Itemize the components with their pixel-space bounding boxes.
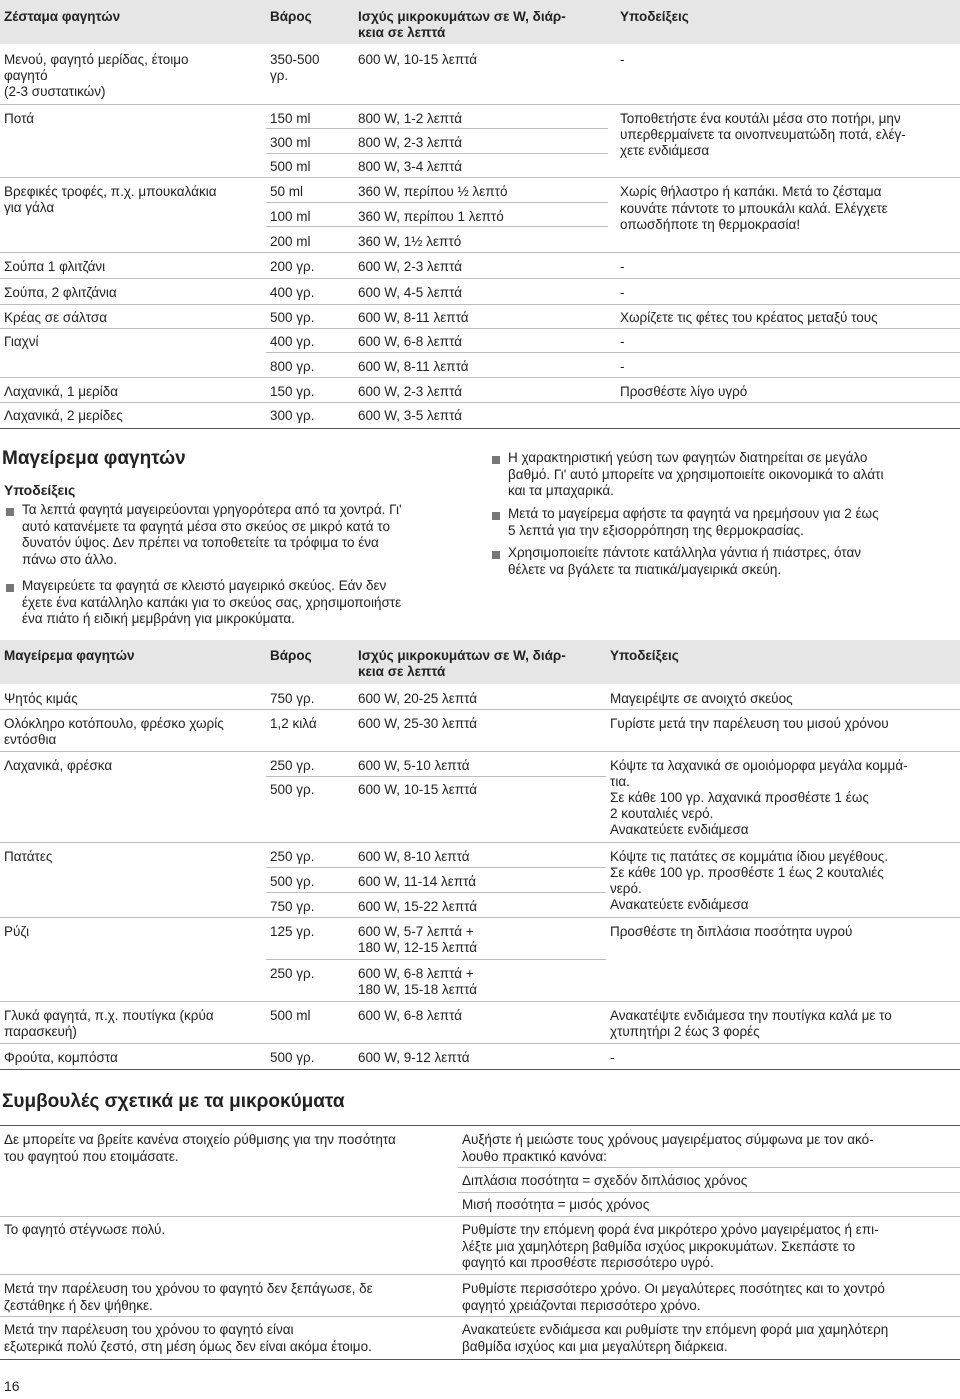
table-cell: Λαχανικά, 2 μερίδες	[4, 408, 123, 423]
table-cell: 600 W, 15-22 λεπτά	[358, 899, 478, 914]
table-cell: Ολόκληρο κοτόπουλο, φρέσκο χωρίς εντόσθια	[4, 716, 224, 747]
table-cell: 750 γρ.	[270, 691, 315, 706]
table-cell: Φρούτα, κομπόστα	[4, 1050, 118, 1065]
row-divider	[266, 867, 606, 868]
row-divider	[0, 104, 960, 105]
table-cell: Τοποθετήστε ένα κουτάλι μέσα στο ποτήρι, μην	[620, 111, 901, 126]
row-divider	[0, 917, 960, 918]
table-bottom-rule	[0, 428, 960, 429]
table-cell: Βρεφικές τροφές, π.χ. μπουκαλάκια για γάλα	[4, 184, 217, 215]
tip-problem: Το φαγητό στέγνωσε πολύ.	[4, 1222, 166, 1237]
table-cell: Ρύζι	[4, 924, 30, 939]
table-cooking-header-power: Ισχύς μικροκυμάτων σε W, διάρ- κεια σε λεπτά	[358, 648, 566, 679]
table-heating-header-power: Ισχύς μικροκυμάτων σε W, διάρ- κεια σε λεπτά	[358, 9, 566, 40]
table-cell: Προσθέστε λίγο υγρό	[620, 384, 748, 399]
tip-solution: Ρυθμίστε περισσότερο χρόνο. Οι μεγαλύτερες ποσότητες και το χοντρό φαγητό χρειάζονται περισσότερο χρόνο.	[462, 1281, 885, 1313]
table-cell: 400 γρ.	[270, 285, 315, 300]
table-cell: -	[620, 359, 625, 374]
table-cell: 500 γρ.	[270, 874, 315, 889]
table-cell: 500 ml	[270, 1008, 311, 1023]
bullet-icon	[492, 551, 500, 559]
table-cell: 500 ml	[270, 159, 311, 174]
table-cell: 800 W, 1-2 λεπτά	[358, 111, 463, 126]
table-cell: 100 ml	[270, 209, 311, 224]
row-divider	[0, 377, 960, 378]
bullet-icon	[492, 456, 500, 464]
hint-text: Τα λεπτά φαγητά μαγειρεύονται γρηγορότερα από τα χοντρά. Γι' αυτό κατανέμετε τα φαγητά μέσα στο σκεύος σε μικρό κατά το δυνατόν ύψος. Δεν πρέπει να τοποθετείτε τα τρόφιμα το ένα πάνω στο άλλο.	[22, 502, 402, 567]
table-cell: -	[620, 259, 625, 274]
section-subtitle-hints: Υποδείξεις	[4, 482, 76, 498]
row-divider	[458, 1167, 960, 1168]
table-cell: 360 W, περίπου 1 λεπτό	[358, 209, 504, 224]
tip-solution: Μισή ποσότητα = μισός χρόνος	[462, 1197, 650, 1212]
table-bottom-rule	[0, 1069, 960, 1070]
row-divider	[0, 402, 960, 403]
table-cell: 250 γρ.	[270, 758, 315, 773]
table-heating-header-weight: Βάρος	[270, 9, 312, 24]
table-cell: Κόψτε τις πατάτες σε κομμάτια ίδιου μεγέθους. Σε κάθε 100 γρ. προσθέστε 1 έως 2 κουταλιές νερό. Ανακατεύετε ενδιάμεσα	[610, 849, 888, 912]
table-cell: Μαγειρέψτε σε ανοιχτό σκεύος	[610, 691, 793, 706]
table-cell: 600 W, 6-8 λεπτά + 180 W, 15-18 λεπτά	[358, 966, 478, 997]
table-cell: Ανακατέψτε ενδιάμεσα την πουτίγκα καλά με το χτυπητήρι 2 έως 3 φορές	[610, 1008, 892, 1039]
table-cell: 150 γρ.	[270, 384, 315, 399]
row-divider	[0, 1001, 960, 1002]
tip-solution: Αυξήστε ή μειώστε τους χρόνους μαγειρέματος σύμφωνα με τον ακό- λουθο πρακτικό κανόνα:	[462, 1132, 874, 1164]
table-cell: 350-500 γρ.	[270, 52, 320, 83]
tip-solution: Ανακατεύετε ενδιάμεσα και ρυθμίστε την επόμενη φορά μια χαμηλότερη βαθμίδα ισχύος και μια μεγαλύτερη διάρκεια.	[462, 1322, 889, 1354]
row-divider	[266, 202, 608, 203]
table-cell: 250 γρ.	[270, 966, 315, 981]
table-cell: Προσθέστε τη διπλάσια ποσότητα υγρού	[610, 924, 853, 939]
tip-solution: Διπλάσια ποσότητα = σχεδόν διπλάσιος χρόνος	[462, 1173, 748, 1188]
row-divider	[458, 1192, 960, 1193]
table-cell: -	[620, 285, 625, 300]
row-divider	[266, 959, 606, 960]
table-cell: 200 γρ.	[270, 259, 315, 274]
bullet-icon	[6, 584, 14, 592]
row-divider	[0, 328, 960, 329]
table-cell: 800 W, 3-4 λεπτά	[358, 159, 463, 174]
row-divider	[266, 352, 960, 353]
tip-problem: Δε μπορείτε να βρείτε κανένα στοιχείο ρύθμισης για την ποσότητα του φαγητού που ετοιμάσατε.	[4, 1132, 396, 1164]
table-cell: Σούπα 1 φλιτζάνι	[4, 259, 106, 274]
table-cell: 600 W, 8-10 λεπτά	[358, 849, 470, 864]
table-cell: 400 γρ.	[270, 334, 315, 349]
table-cell: Πατάτες	[4, 849, 53, 864]
table-cell: Λαχανικά, φρέσκα	[4, 758, 113, 773]
page-number: 16	[4, 1378, 20, 1394]
hint-text: Χρησιμοποιείτε πάντοτε κατάλληλα γάντια ή πιάστρες, όταν θέλετε να βγάλετε τα πιατικά/μαγειρικά σκεύη.	[508, 545, 862, 577]
table-cell: Κόψτε τα λαχανικά σε ομοιόμορφα μεγάλα κομμά- τια. Σε κάθε 100 γρ. λαχανικά προσθέστε 1 έως 2 κουταλιές νερό. Ανακατεύετε ενδιάμεσα	[610, 758, 908, 837]
table-cell: 600 W, 6-8 λεπτά	[358, 334, 463, 349]
table-cell: -	[620, 334, 625, 349]
row-divider	[0, 177, 960, 178]
table-cell: 300 ml	[270, 135, 311, 150]
tips-bottom-rule	[0, 1359, 960, 1360]
table-heating-header-food: Ζέσταμα φαγητών	[4, 9, 121, 24]
table-cell: 500 γρ.	[270, 310, 315, 325]
table-cell: 600 W, 8-11 λεπτά	[358, 359, 469, 374]
table-cell: 360 W, περίπου ½ λεπτό	[358, 184, 508, 199]
table-cell: 600 W, 9-12 λεπτά	[358, 1050, 470, 1065]
table-cell: Κρέας σε σάλτσα	[4, 310, 108, 325]
tip-solution: Ρυθμίστε την επόμενη φορά ένα μικρότερο χρόνο μαγειρέματος ή επι- λέξτε μια χαμηλότερη βαθμίδα ισχύος μικροκυμάτων. Σκεπάστε το φαγητό και προσθέστε περισσότερο υγρό.	[462, 1222, 879, 1270]
row-divider	[0, 304, 960, 305]
table-cell: 360 W, 1½ λεπτό	[358, 234, 462, 249]
table-cell: 750 γρ.	[270, 899, 315, 914]
table-cell: Γιαχνί	[4, 334, 39, 349]
table-cell: 600 W, 6-8 λεπτά	[358, 1008, 463, 1023]
table-cell: 800 γρ.	[270, 359, 315, 374]
table-cell: Λαχανικά, 1 μερίδα	[4, 384, 119, 399]
row-divider	[0, 252, 960, 253]
row-divider	[266, 153, 608, 154]
tip-problem: Μετά την παρέλευση του χρόνου το φαγητό είναι εξωτερικά πολύ ζεστό, στη μέση όμως δεν είναι ακόμα έτοιμο.	[4, 1322, 372, 1354]
table-cell: 1,2 κιλά	[270, 716, 317, 731]
row-divider	[0, 1274, 960, 1275]
row-divider	[0, 1216, 960, 1217]
bullet-icon	[6, 508, 14, 516]
table-cell: 600 W, 4-5 λεπτά	[358, 285, 463, 300]
table-cell: 600 W, 2-3 λεπτά	[358, 259, 463, 274]
table-cell: 500 γρ.	[270, 1050, 315, 1065]
table-cooking-header-food: Μαγείρεμα φαγητών	[4, 648, 135, 663]
table-cell: 800 W, 2-3 λεπτά	[358, 135, 463, 150]
table-cell: 600 W, 5-10 λεπτά	[358, 758, 470, 773]
row-divider	[266, 892, 606, 893]
section-title-tips: Συμβουλές σχετικά με τα μικροκύματα	[2, 1091, 345, 1112]
table-cell: 600 W, 25-30 λεπτά	[358, 716, 478, 731]
row-divider	[0, 709, 960, 710]
table-cooking-header-notes: Υποδείξεις	[610, 648, 679, 663]
table-cell: 600 W, 11-14 λεπτά	[358, 874, 477, 889]
tip-problem: Μετά την παρέλευση του χρόνου το φαγητό δεν ξεπάγωσε, δε ζεστάθηκε ή δεν ψήθηκε.	[4, 1281, 373, 1313]
section-title-cooking: Μαγείρεμα φαγητών	[2, 448, 186, 469]
table-cell: 300 γρ.	[270, 408, 315, 423]
table-cell: Ψητός κιμάς	[4, 691, 78, 706]
row-divider	[266, 128, 608, 129]
table-cell: 600 W, 10-15 λεπτά	[358, 782, 478, 797]
hint-text: Μετά το μαγείρεμα αφήστε τα φαγητά να ηρεμήσουν για 2 έως 5 λεπτά για την εξισορρόπηση της θερμοκρασίας.	[508, 506, 879, 538]
table-cell: Μενού, φαγητό μερίδας, έτοιμο φαγητό (2-3 συστατικών)	[4, 52, 189, 99]
table-cell: 200 ml	[270, 234, 311, 249]
row-divider	[0, 1316, 960, 1317]
table-heating-header-notes: Υποδείξεις	[620, 9, 689, 24]
table-cell: 50 ml	[270, 184, 304, 199]
row-divider	[0, 278, 960, 279]
table-cell: 600 W, 20-25 λεπτά	[358, 691, 478, 706]
table-cell: 600 W, 2-3 λεπτά	[358, 384, 463, 399]
table-cell: Χωρίζετε τις φέτες του κρέατος μεταξύ τους	[620, 310, 878, 325]
table-cell: 600 W, 5-7 λεπτά + 180 W, 12-15 λεπτά	[358, 924, 478, 955]
row-divider	[266, 226, 608, 227]
table-cell: υπερθερμαίνετε τα οινοπνευματώδη ποτά, ελέγ- χετε ενδιάμεσα	[620, 127, 906, 158]
table-cell: 150 ml	[270, 111, 311, 126]
table-cell: κουνάτε πάντοτε το μπουκάλι καλά. Ελέγχετε οπωσδήποτε τη θερμοκρασία!	[620, 201, 888, 232]
table-cell: -	[610, 1050, 615, 1065]
table-cell: Σούπα, 2 φλιτζάνια	[4, 285, 117, 300]
table-cell: 600 W, 3-5 λεπτά	[358, 408, 463, 423]
table-cooking-header-weight: Βάρος	[270, 648, 312, 663]
table-cell: 600 W, 10-15 λεπτά	[358, 52, 478, 67]
row-divider	[266, 776, 606, 777]
table-cell: Ποτά	[4, 111, 35, 126]
row-divider	[0, 1043, 960, 1044]
table-cell: 125 γρ.	[270, 924, 315, 939]
table-cell: Χωρίς θήλαστρο ή καπάκι. Μετά το ζέσταμα	[620, 184, 882, 199]
hint-text: Η χαρακτηριστική γεύση των φαγητών διατηρείται σε μεγάλο βαθμό. Γι' αυτό μπορείτε να χρησιμοποιείτε οικονομικά το αλάτι και τα μπαχαρικά.	[508, 450, 884, 498]
tips-top-rule	[0, 1125, 960, 1126]
bullet-icon	[492, 512, 500, 520]
row-divider	[0, 751, 960, 752]
table-cell: 600 W, 8-11 λεπτά	[358, 310, 469, 325]
table-cell: 500 γρ.	[270, 782, 315, 797]
hint-text: Μαγειρεύετε τα φαγητά σε κλειστό μαγειρικό σκεύος. Εάν δεν έχετε ένα κατάλληλο καπάκι για το σκεύος σας, χρησιμοποιήστε ένα πιάτο ή ειδική μεμβράνη για μικροκύματα.	[22, 578, 402, 626]
table-cell: Γυρίστε μετά την παρέλευση του μισού χρόνου	[610, 716, 889, 731]
table-cell: Γλυκά φαγητά, π.χ. πουτίγκα (κρύα παρασκευή)	[4, 1008, 214, 1039]
table-cell: 250 γρ.	[270, 849, 315, 864]
table-cell: -	[620, 52, 625, 67]
row-divider	[0, 842, 960, 843]
